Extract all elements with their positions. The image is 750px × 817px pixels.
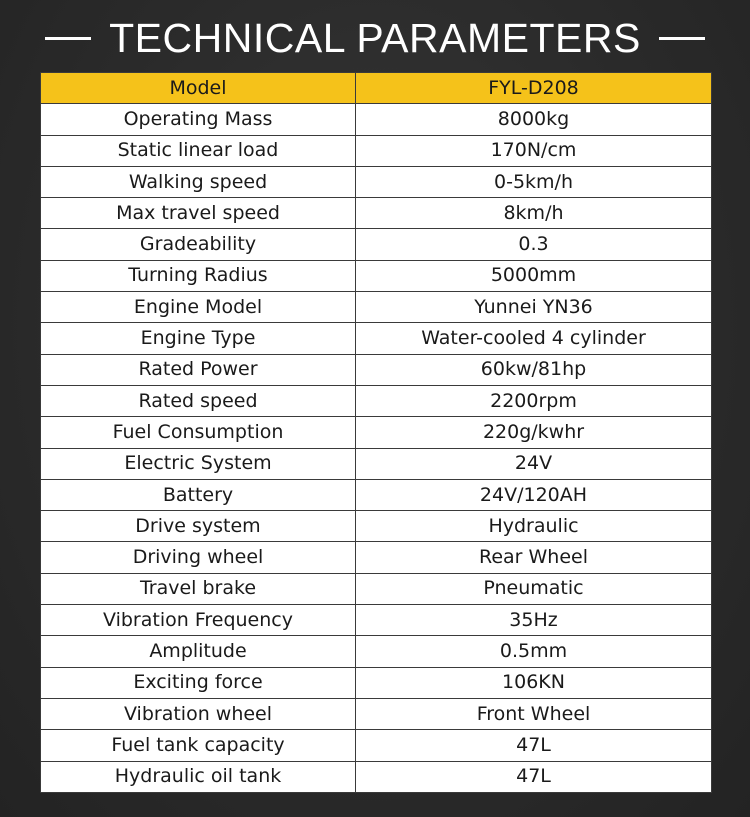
parameter-value-cell: 0.5mm bbox=[356, 636, 712, 667]
parameter-label-cell: Battery bbox=[41, 479, 356, 510]
table-row bbox=[41, 761, 712, 792]
table-row bbox=[41, 135, 712, 166]
table-row bbox=[41, 636, 712, 667]
parameter-label-cell: Max travel speed bbox=[41, 198, 356, 229]
table-row bbox=[41, 542, 712, 573]
table-row bbox=[41, 479, 712, 510]
parameters-table bbox=[40, 72, 712, 793]
parameter-label-cell: Rated speed bbox=[41, 385, 356, 416]
parameter-label-cell: Drive system bbox=[41, 511, 356, 542]
table-row bbox=[41, 605, 712, 636]
table-row bbox=[41, 448, 712, 479]
parameter-value-cell: 60kw/81hp bbox=[356, 354, 712, 385]
parameter-label-cell: Rated Power bbox=[41, 354, 356, 385]
parameter-label-cell: Amplitude bbox=[41, 636, 356, 667]
parameter-label-cell: Engine Type bbox=[41, 323, 356, 354]
table-row bbox=[41, 385, 712, 416]
parameter-label-cell: Hydraulic oil tank bbox=[41, 761, 356, 792]
parameter-label-cell: Driving wheel bbox=[41, 542, 356, 573]
table-row bbox=[41, 573, 712, 604]
parameter-value-cell: 220g/kwhr bbox=[356, 417, 712, 448]
parameter-value-cell: Front Wheel bbox=[356, 698, 712, 729]
parameter-value-cell: 0-5km/h bbox=[356, 166, 712, 197]
table-row bbox=[41, 229, 712, 260]
parameter-label-cell: Exciting force bbox=[41, 667, 356, 698]
table-row bbox=[41, 323, 712, 354]
page-header bbox=[0, 8, 750, 68]
parameter-value-cell: Pneumatic bbox=[356, 573, 712, 604]
parameter-value-cell: Rear Wheel bbox=[356, 542, 712, 573]
parameter-value-cell: 2200rpm bbox=[356, 385, 712, 416]
table-row bbox=[41, 166, 712, 197]
parameter-value-cell: 0.3 bbox=[356, 229, 712, 260]
parameter-value-cell: Water-cooled 4 cylinder bbox=[356, 323, 712, 354]
title-dash-left bbox=[45, 37, 91, 40]
parameter-value-cell: 47L bbox=[356, 730, 712, 761]
parameter-value-cell: 24V bbox=[356, 448, 712, 479]
parameter-value-cell: 8km/h bbox=[356, 198, 712, 229]
parameter-value-cell: 106KN bbox=[356, 667, 712, 698]
table-row bbox=[41, 730, 712, 761]
table-row bbox=[41, 698, 712, 729]
table-row bbox=[41, 417, 712, 448]
parameter-label-cell: Travel brake bbox=[41, 573, 356, 604]
table-row bbox=[41, 354, 712, 385]
parameter-label-cell: Vibration Frequency bbox=[41, 605, 356, 636]
table-row bbox=[41, 260, 712, 291]
header-value-cell: FYL-D208 bbox=[356, 73, 712, 104]
parameter-label-cell: Fuel tank capacity bbox=[41, 730, 356, 761]
table-row bbox=[41, 292, 712, 323]
parameter-value-cell: 5000mm bbox=[356, 260, 712, 291]
table-row bbox=[41, 511, 712, 542]
table-header-row bbox=[41, 73, 712, 104]
parameter-value-cell: 170N/cm bbox=[356, 135, 712, 166]
parameter-label-cell: Turning Radius bbox=[41, 260, 356, 291]
parameter-label-cell: Vibration wheel bbox=[41, 698, 356, 729]
parameter-value-cell: Yunnei YN36 bbox=[356, 292, 712, 323]
parameter-value-cell: 47L bbox=[356, 761, 712, 792]
table-row bbox=[41, 198, 712, 229]
parameter-value-cell: 35Hz bbox=[356, 605, 712, 636]
parameter-value-cell: 24V/120AH bbox=[356, 479, 712, 510]
table-row bbox=[41, 104, 712, 135]
parameter-label-cell: Fuel Consumption bbox=[41, 417, 356, 448]
parameter-value-cell: 8000kg bbox=[356, 104, 712, 135]
header-label-cell: Model bbox=[41, 73, 356, 104]
table-row bbox=[41, 667, 712, 698]
page-title: TECHNICAL PARAMETERS bbox=[109, 14, 641, 61]
parameter-label-cell: Static linear load bbox=[41, 135, 356, 166]
parameter-label-cell: Electric System bbox=[41, 448, 356, 479]
parameter-label-cell: Gradeability bbox=[41, 229, 356, 260]
parameter-label-cell: Engine Model bbox=[41, 292, 356, 323]
parameter-label-cell: Walking speed bbox=[41, 166, 356, 197]
title-dash-right bbox=[659, 37, 705, 40]
parameter-label-cell: Operating Mass bbox=[41, 104, 356, 135]
parameter-value-cell: Hydraulic bbox=[356, 511, 712, 542]
